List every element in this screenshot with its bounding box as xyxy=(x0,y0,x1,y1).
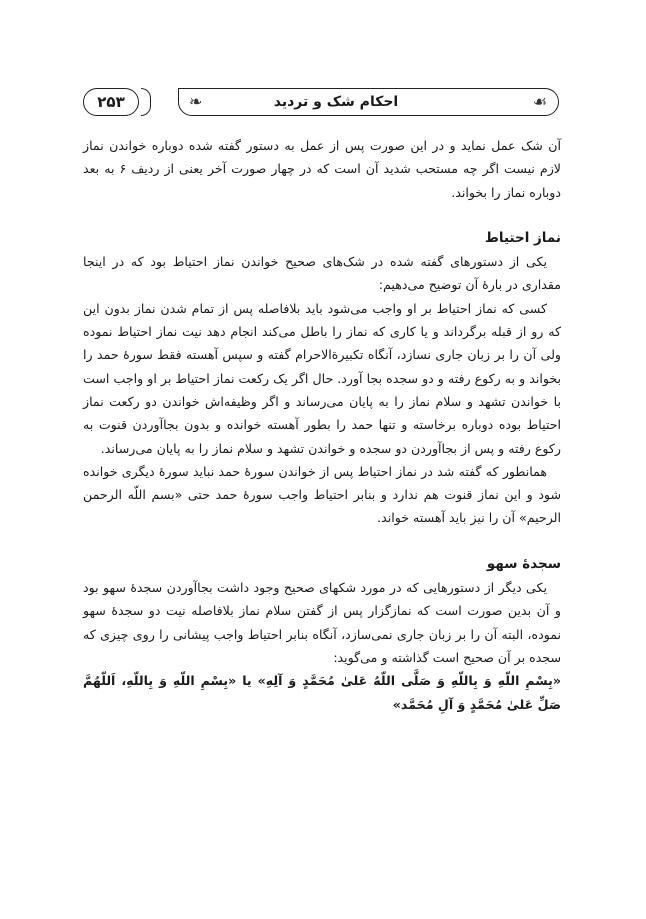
page-body xyxy=(83,134,561,716)
paragraph: همانطور که گفته شد در نماز احتیاط پس از خواندن سورهٔ حمد نباید سورهٔ دیگری خوانده شود و این نماز قنوت هم ندارد و بنابر احتیاط واجب سورهٔ حمد حتی «بسم اللّه الرحمن الرحیم» آن را نیز باید آهسته خواند. xyxy=(83,463,561,526)
paragraph: یکی از دستورهای گفته شده در شک‌های صحیح خواندن نماز احتیاط بود که در اینجا مقداری در بارهٔ آن توضیح می‌دهیم: xyxy=(83,254,561,293)
running-title: احکام شک و تردید xyxy=(273,94,399,110)
paragraph-continuation: آن شک عمل نماید و در این صورت پس از عمل به دستور گفته شده دوباره خواندن نماز لازم نیست اگر چه مستحب شدید آن است که در چهار صورت آخر یعنی از ردیف ۶ به بعد دوباره نماز را بخواند. xyxy=(83,138,561,200)
paragraph: کسی که نماز احتیاط بر او واجب می‌شود باید بلافاصله پس از تمام شدن نماز بدون این که رو از قبله برگرداند و یا کاری که نماز را باطل می‌کند انجام دهد نیت نماز احتیاط نموده ولی آن را بر زبان جاری نسازد، آنگاه تکبیرةالاحرام گفته و سپس آهسته فقط سورهٔ حمد را بخواند و به رکوع رفته و دو سجده بجا آورد. حال اگر یک رکعت نماز احتیاط بر او واجب است با خواندن تشهد و سلام نماز را به پایان می‌رساند و اگر وظیفه‌اش خواندن دو رکعت نماز احتیاط بوده دوباره برخاسته و تنها حمد را بطور آهسته خوانده و بدون بجاآوردن قنوت به رکوع رفته و پس از بجاآوردن دو سجده و خواندن تشهد و سلام نماز را به پایان می‌رساند. xyxy=(83,300,561,456)
prayer-quote: «بِسْمِ اللّهِ وَ بِاللّهِ وَ صَلَّی اللّهُ عَلیٰ مُحَمَّدٍ وَ آلِهِ» یا «بِسْمِ اللّهِ وَ بِاللّهِ، اَللّهُمَّ صَلِّ عَلیٰ مُحَمَّدٍ وَ آلِ مُحَمَّد» xyxy=(83,673,561,712)
page-header xyxy=(83,88,559,118)
spacer xyxy=(83,204,561,227)
page-number-bracket xyxy=(141,88,151,116)
spacer xyxy=(83,530,561,553)
page-number: ۲۵۳ xyxy=(83,88,139,116)
paragraph: یکی دیگر از دستورهایی که در مورد شکهای صحیح وجود داشت بجاآوردن سجدهٔ سهو بود و آن بدین صورت است که نمازگزار پس از گفتن سلام نماز بلافاصله نیت دو سجدهٔ سهو نموده، البته آن را بر زبان جاری نمی‌سازد، آنگاه بنابر احتیاط واجب پیشانی را روی چیزی که سجده بر آن صحیح است گذاشته و می‌گوید: xyxy=(83,580,561,665)
ornament-left-icon: ❧ xyxy=(189,92,203,111)
section-heading-ihtiyat: نماز احتیاط xyxy=(484,229,561,246)
section-heading-sahw: سجدهٔ سهو xyxy=(486,555,561,572)
ornament-right-icon: ☙ xyxy=(532,92,547,111)
